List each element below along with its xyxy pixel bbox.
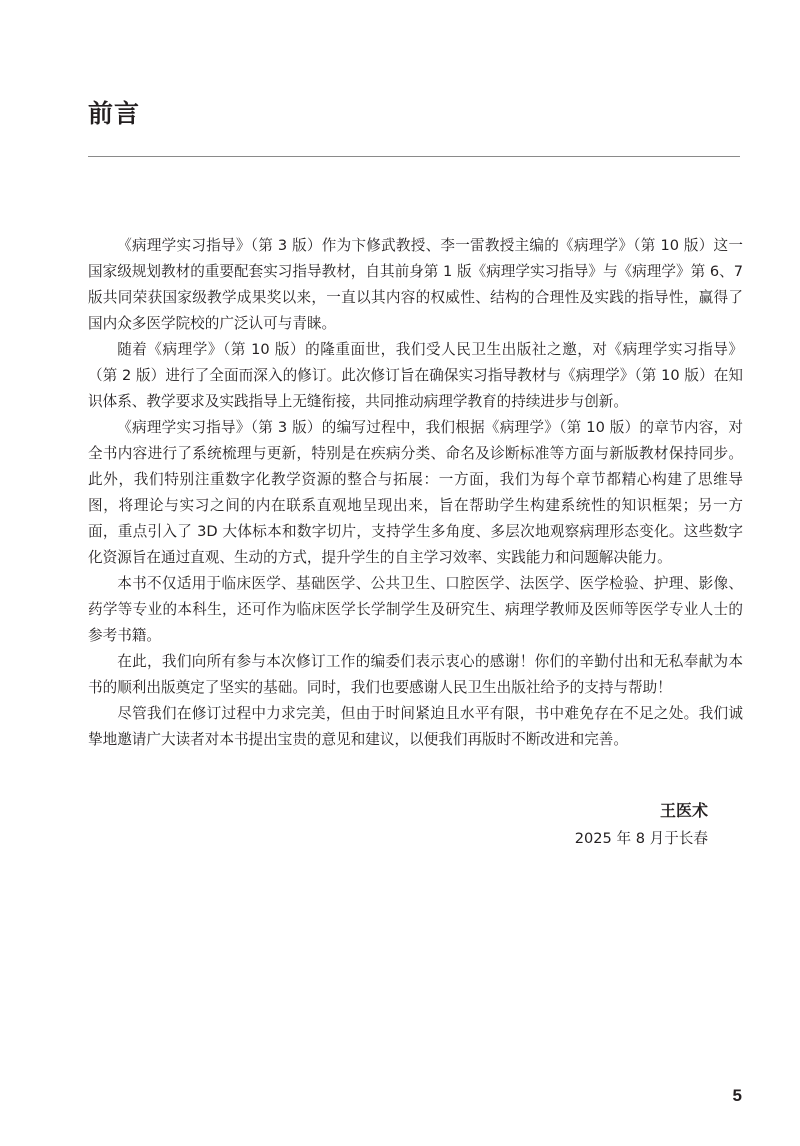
- paragraph: 《病理学实习指导》（第 3 版）作为卞修武教授、李一雷教授主编的《病理学》（第 10 版）这一国家级规划教材的重要配套实习指导教材，自其前身第 1 版《病理学实习指导》与《病理学》第 6、7 版共同荣获国家级教学成果奖以来，一直以其内容的权威性、结构的合理性及实践的指导性，赢得了国内众多医学院校的广泛认可与青睐。: [88, 237, 743, 332]
- author-signature: 王医术: [659, 801, 708, 820]
- title-divider: [88, 156, 740, 157]
- preface-body: [88, 233, 743, 753]
- date-place: 2025 年 8 月于长春: [574, 830, 708, 847]
- page-number: 5: [732, 1086, 742, 1105]
- paragraph: 随着《病理学》（第 10 版）的隆重面世，我们受人民卫生出版社之邀，对《病理学实习指导》（第 2 版）进行了全面而深入的修订。此次修订旨在确保实习指导教材与《病理学》（第 10 版）在知识体系、教学要求及实践指导上无缝衔接，共同推动病理学教育的持续进步与创新。: [88, 341, 743, 410]
- paragraph: 尽管我们在修订过程中力求完美，但由于时间紧迫且水平有限，书中难免存在不足之处。我们诚挚地邀请广大读者对本书提出宝贵的意见和建议，以便我们再版时不断改进和完善。: [88, 705, 743, 748]
- paragraph: 《病理学实习指导》（第 3 版）的编写过程中，我们根据《病理学》（第 10 版）的章节内容，对全书内容进行了系统梳理与更新，特别是在疾病分类、命名及诊断标准等方面与新版教材保持同步。此外，我们特别注重数字化教学资源的整合与拓展：一方面，我们为每个章节都精心构建了思维导图，将理论与实习之间的内在联系直观地呈现出来，旨在帮助学生构建系统性的知识框架；另一方面，重点引入了 3D 大体标本和数字切片，支持学生多角度、多层次地观察病理形态变化。这些数字化资源旨在通过直观、生动的方式，提升学生的自主学习效率、实践能力和问题解决能力。: [88, 419, 743, 566]
- paragraph: 在此，我们向所有参与本次修订工作的编委们表示衷心的感谢！你们的辛勤付出和无私奉献为本书的顺利出版奠定了坚实的基础。同时，我们也要感谢人民卫生出版社给予的支持与帮助！: [88, 653, 743, 696]
- page-title: 前言: [88, 99, 141, 128]
- paragraph: 本书不仅适用于临床医学、基础医学、公共卫生、口腔医学、法医学、医学检验、护理、影像、药学等专业的本科生，还可作为临床医学长学制学生及研究生、病理学教师及医师等医学专业人士的参考书籍。: [88, 575, 743, 644]
